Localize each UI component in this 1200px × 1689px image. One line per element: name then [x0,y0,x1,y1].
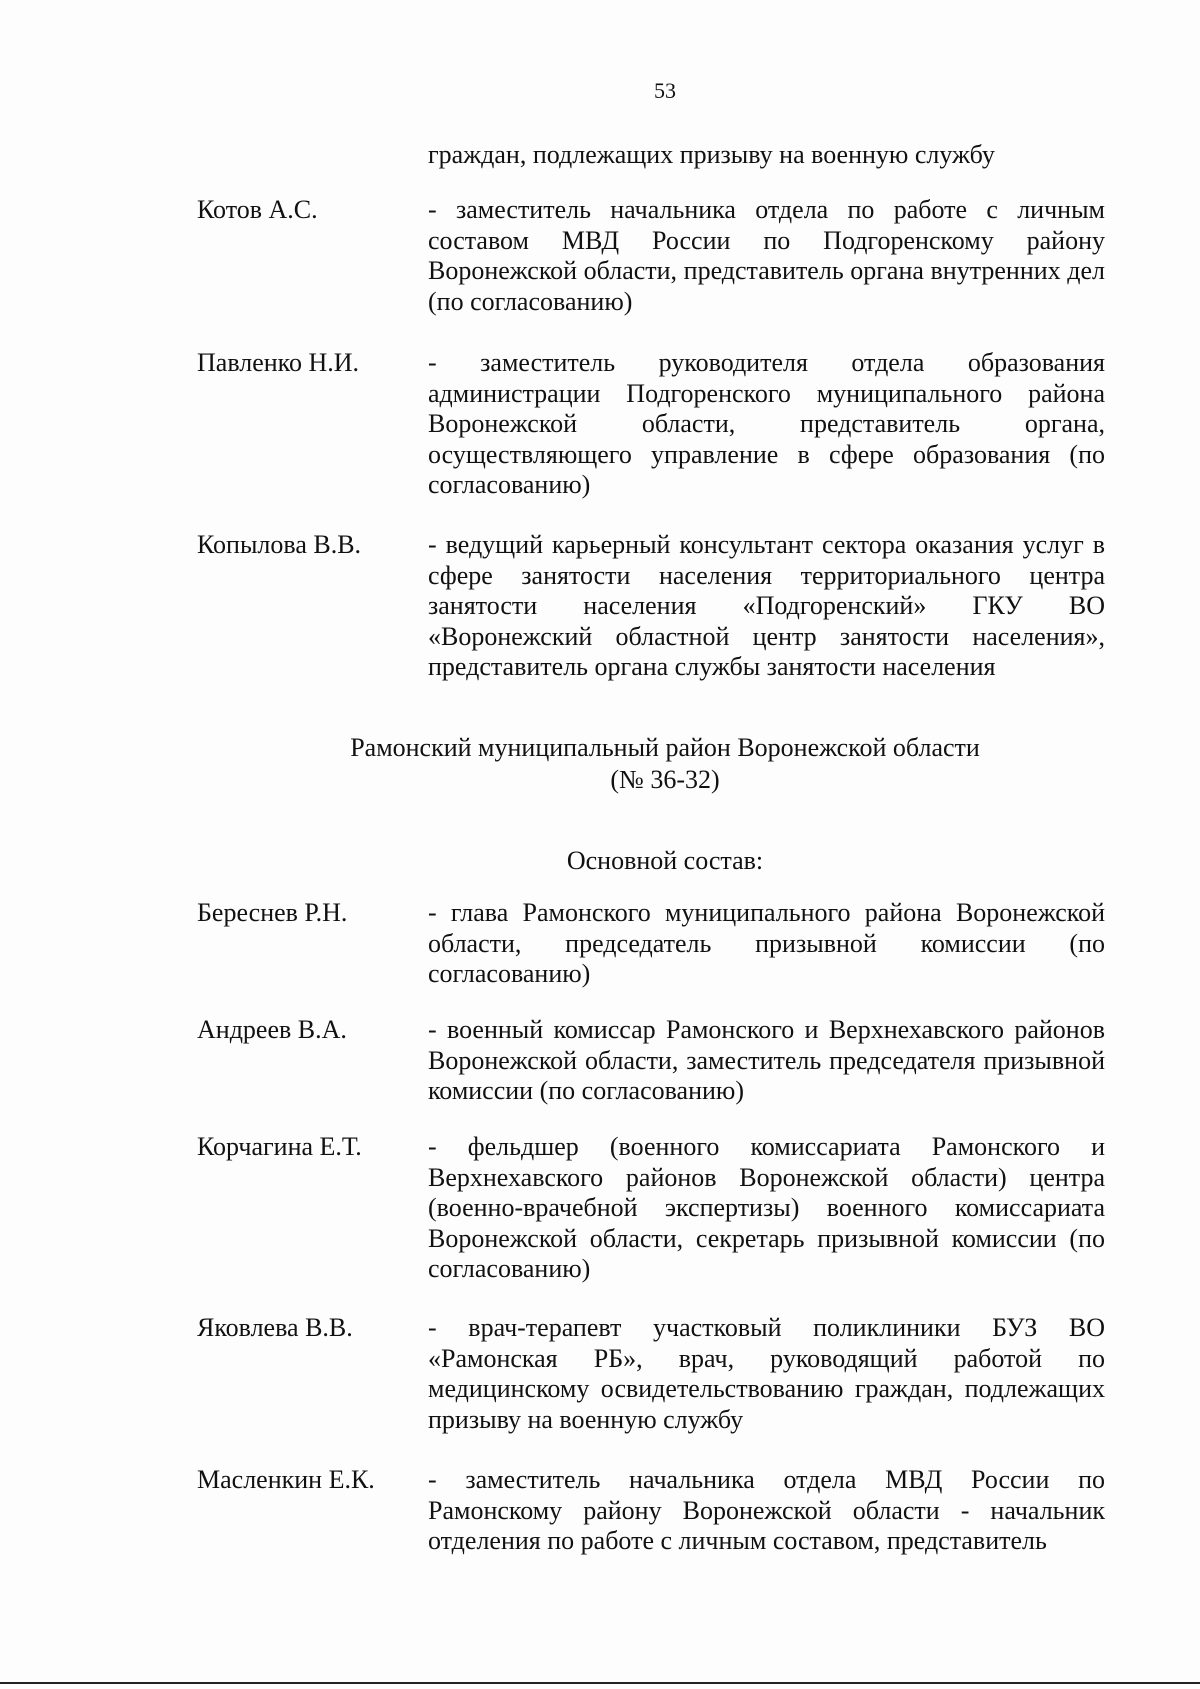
member-description: - врач-терапевт участковый поликлиники БУЗ ВО «Рамонская РБ», врач, руководящий работой по медицинскому освидетельствованию граждан, подлежащих призыву на военную службу [428,1313,1105,1434]
member-description: - фельдшер (военного комиссариата Рамонского и Верхнехавского районов Воронежской области) центра (военно-врачебной экспертизы) военного комиссариата Воронежской области, секретарь призывной комиссии (по согласованию) [428,1132,1105,1283]
member-description: - заместитель руководителя отдела образования администрации Подгоренского муниципального района Воронежской области, представитель органа, осуществляющего управление в сфере образования (по согласованию) [428,348,1105,499]
section-title: Рамонский муниципальный район Воронежской области [350,733,980,762]
member-name: Копылова В.В. [197,530,362,559]
member-description: - заместитель начальника отдела по работе с личным составом МВД России по Подгоренскому району Воронежской области, представитель органа внутренних дел (по согласованию) [428,195,1105,316]
scan-edge-line [0,1682,1200,1684]
page-number: 53 [654,78,676,103]
section-subtitle: Основной состав: [566,846,764,875]
member-description: - военный комиссар Рамонского и Верхнехавского районов Воронежской области, заместитель председателя призывной комиссии (по согласованию) [428,1015,1105,1105]
member-name: Павленко Н.И. [197,348,360,377]
member-description: - заместитель начальника отдела МВД России по Рамонскому району Воронежской области - начальник отделения по работе с личным составом, представитель [428,1465,1105,1555]
member-name: Корчагина Е.Т. [197,1132,362,1161]
member-description: - глава Рамонского муниципального района Воронежской области, председатель призывной комиссии (по согласованию) [428,898,1105,988]
member-name: Андреев В.А. [197,1015,347,1044]
member-name: Масленкин Е.К. [197,1465,375,1494]
continued-text: граждан, подлежащих призыву на военную службу [428,140,995,169]
member-description: - ведущий карьерный консультант сектора оказания услуг в сфере занятости населения территориального центра занятости населения «Подгоренский» ГКУ ВО «Воронежский областной центр занятости населения», представитель органа службы занятости населения [428,530,1105,681]
member-name: Береснев Р.Н. [197,898,348,927]
member-name: Котов А.С. [197,195,318,224]
section-number: (№ 36-32) [610,765,720,794]
member-name: Яковлева В.В. [197,1313,353,1342]
